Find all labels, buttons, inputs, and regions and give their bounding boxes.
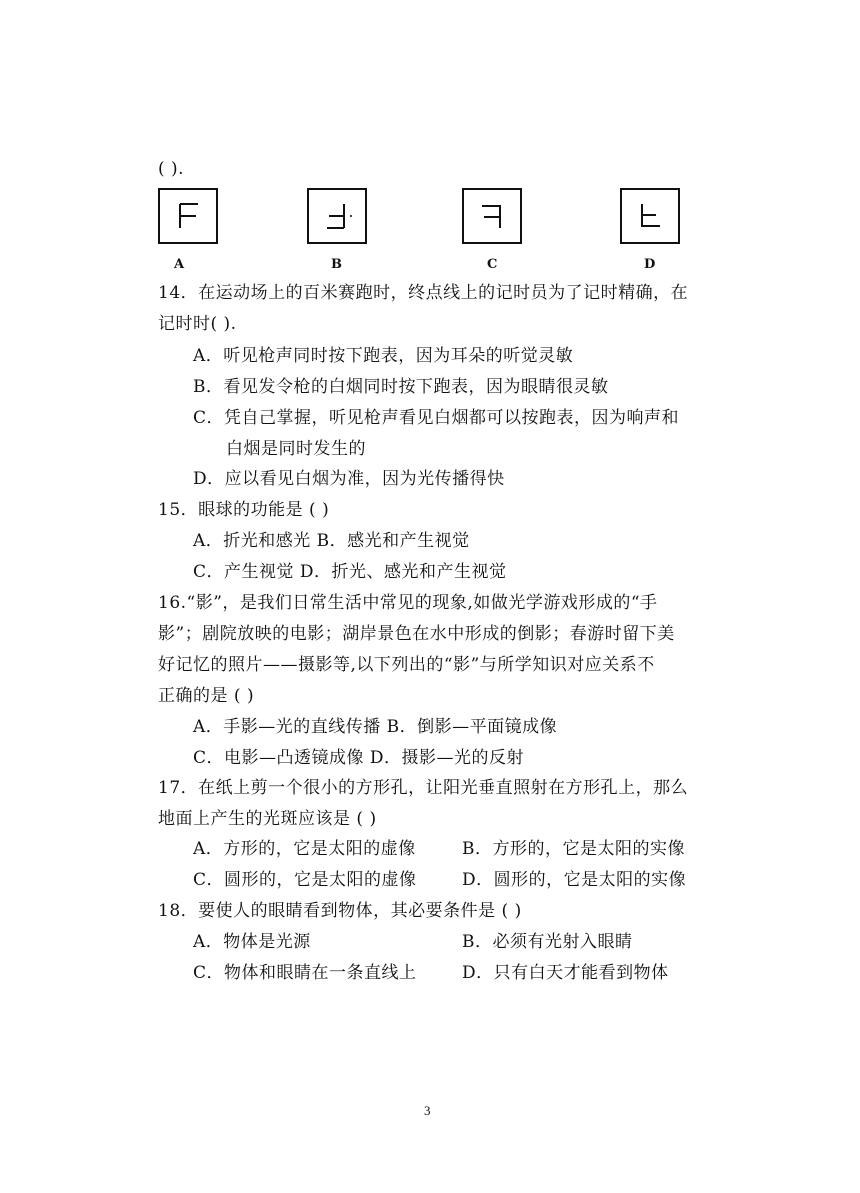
question-16-line-3: 好记忆的照片——摄影等,以下列出的“影”与所学知识对应关系不: [158, 655, 655, 675]
page-number: 3: [424, 1103, 431, 1118]
question-18-option-a: A．物体是光源: [193, 932, 311, 952]
question-15-options-cd: C．产生视觉 D．折光、感光和产生视觉: [193, 562, 507, 582]
question-14-option-c: C．凭自己掌握，听见枪声看见白烟都可以按跑表，因为响声和: [193, 408, 680, 428]
question-18-line-1: 18．要使人的眼睛看到物体，其必要条件是 ( ): [158, 901, 522, 921]
figure-label-b: B: [331, 257, 342, 272]
question-16-line-2: 影”；剧院放映的电影；湖岸景色在水中形成的倒影；春游时留下美: [158, 624, 675, 644]
question-17-line-2: 地面上产生的光斑应该是 ( ): [158, 809, 377, 829]
question-16-options-cd: C．电影—凸透镜成像 D．摄影—光的反射: [193, 748, 525, 768]
figure-label-d: D: [644, 257, 656, 272]
question-16-line-4: 正确的是 ( ): [158, 686, 255, 706]
question-17-option-c: C．圆形的，它是太阳的虚像: [193, 870, 417, 890]
question-14-option-a: A．听见枪声同时按下跑表，因为耳朵的听觉灵敏: [193, 346, 574, 366]
figure-box-a: [158, 188, 218, 244]
question-14-line-2: 记时时( ).: [158, 314, 237, 334]
question-14-line-1: 14．在运动场上的百米赛跑时，终点线上的记时员为了记时精确，在: [158, 283, 689, 303]
question-15-line-1: 15．眼球的功能是 ( ): [158, 500, 330, 520]
glyph-f-icon: [168, 198, 208, 234]
question-17-option-d: D．圆形的，它是太阳的实像: [462, 870, 687, 890]
question-16-line-1: 16.“影”，是我们日常生活中常见的现象,如做光学游戏形成的“手: [158, 593, 658, 613]
figure-label-a: A: [174, 257, 185, 272]
question-14-option-b: B．看见发令枪的白烟同时按下跑表，因为眼睛很灵敏: [193, 377, 609, 397]
question-18-option-d: D．只有白天才能看到物体: [462, 963, 669, 983]
question-18-option-c: C．物体和眼睛在一条直线上: [193, 963, 417, 983]
question-18-option-b: B．必须有光射入眼睛: [462, 932, 633, 952]
figure-box-b: [307, 188, 367, 244]
figure-label-c: C: [487, 257, 498, 272]
question-14-option-d: D．应以看见白烟为准，因为光传播得快: [193, 469, 505, 489]
glyph-hi-icon: [630, 198, 670, 234]
glyph-reversed-f-icon: [317, 198, 357, 234]
glyph-reversed-hook-icon: [472, 198, 512, 234]
figure-box-c: [462, 188, 522, 244]
question-17-line-1: 17．在纸上剪一个很小的方形孔，让阳光垂直照射在方形孔上，那么: [158, 778, 689, 798]
question-14-option-c-cont: 白烟是同时发生的: [226, 439, 366, 459]
figure-box-d: [620, 188, 680, 244]
question-17-option-a: A．方形的，它是太阳的虚像: [193, 839, 416, 859]
question-16-options-ab: A．手影—光的直线传播 B．倒影—平面镜成像: [193, 717, 558, 737]
question-17-option-b: B．方形的，它是太阳的实像: [462, 839, 685, 859]
previous-question-answer-bracket: ( ).: [158, 159, 185, 179]
question-15-options-ab: A．折光和感光 B．感光和产生视觉: [193, 531, 470, 551]
